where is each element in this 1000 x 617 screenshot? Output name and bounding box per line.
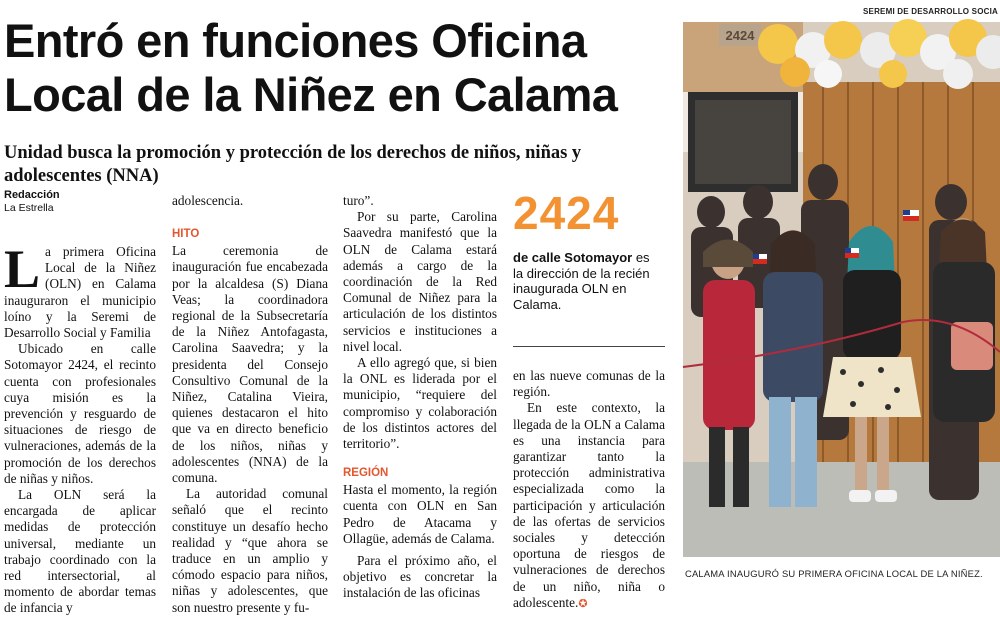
inauguration-photo-illustration [683, 22, 1000, 557]
paragraph: Ubicado en calle Sotomayor 2424, el recinto cuenta con profesionales cuya misión es la prevención y resguardo de situaciones de riesgo de vulneraciones, además de la promoción de los derechos de niñas y niños. [4, 341, 156, 486]
callout-text-bold: de calle Sotomayor [513, 250, 633, 265]
photo-caption: CALAMA INAUGURÓ SU PRIMERA OFICINA LOCAL DE LA NIÑEZ. [685, 568, 983, 579]
photo-credit: SEREMI DE DESARROLLO SOCIA [863, 7, 998, 16]
article-column-2 [172, 193, 328, 616]
paragraph-continuation: en las nueve comunas de la región. [513, 368, 665, 400]
drop-cap: L [4, 239, 41, 299]
headline-line-2: Local de la Niñez en Calama [4, 68, 618, 121]
headline [4, 14, 674, 122]
section-heading-hito: HITO [172, 228, 200, 241]
byline-source: La Estrella [4, 202, 54, 214]
paragraph-continuation: turo”. [343, 193, 374, 208]
section-heading-region: REGIÓN [343, 467, 389, 480]
article-column-3 [343, 193, 497, 602]
byline [4, 189, 60, 215]
news-photo [683, 22, 1000, 557]
callout-number: 2424 [513, 187, 620, 239]
paragraph: La autoridad comunal señaló que el recinto constituye un desafío hecho realidad y “que ahora se traduce en un amplio y cómodo espacio para niños, niñas y adolescentes, que son nuestro presente y fu- [172, 486, 328, 615]
paragraph-continuation: adolescencia. [172, 193, 244, 208]
lead-paragraph [4, 239, 156, 341]
paragraph [513, 400, 665, 612]
paragraph: Para el próximo año, el objetivo es concretar la instalación de las oficinas [343, 553, 497, 601]
byline-author: Redacción [4, 189, 60, 201]
lead-paragraph-text: a primera Oficina Local de la Niñez (OLN) en Calama inauguraron el municipio loíno y la Seremi de Desarrollo Social y Familia [4, 244, 156, 341]
paragraph: Por su parte, Carolina Saavedra manifestó que la OLN de Calama estará además a cargo de la coordinación de la Red Comunal de Niñez para la articulación de los distintos servicios e instituciones a nivel local. [343, 209, 497, 354]
paragraph: A ello agregó que, si bien la ONL es liderada por el municipio, “requiere del compromiso y colaboración de los distintos actores del territorio”. [343, 355, 497, 452]
callout-text-rest: es la dirección de la recién inaugurada OLN en Calama. [513, 250, 650, 312]
subheadline: Unidad busca la promoción y protección de los derechos de niños, niñas y adolescentes (NNA) [4, 143, 582, 186]
paragraph: La ceremonia de inauguración fue encabezada por la alcaldesa (S) Diana Veas; la coordinadora regional de la Subsecretaría de la Niñez Antofagasta, Carolina Saavedra; y la presidenta del Consejo Consultivo Comunal de la Niñez, Catalina Vieira, quienes destacaron el hito que va en directo beneficio de los niños, niñas y adolescentes (NNA) de la comuna. [172, 243, 328, 486]
article-column-4 [513, 368, 665, 612]
article-column-1 [4, 239, 156, 617]
end-mark-icon: ✪ [578, 597, 588, 610]
callout-divider [513, 346, 665, 347]
headline-line-1: Entró en funciones Oficina [4, 14, 587, 67]
house-number-text: 2424 [725, 28, 755, 43]
paragraph-text: En este contexto, la llegada de la OLN a Calama es una instancia para garantizar tanto la protección administrativa especializada como la participación y articulación de las ofertas de servicios sociales y detección oportuna de riesgos de vulneraciones de derechos de un niño, niña o adolescente. [513, 400, 665, 610]
paragraph: Hasta el momento, la región cuenta con OLN en San Pedro de Atacama y Ollagüe, además de Calama. [343, 482, 497, 546]
paragraph: La OLN será la encargada de aplicar medidas de protección universal, mediante un trabajo coordinado con la red intersectorial, al momento de abordar temas de infancia y [4, 487, 156, 616]
callout-text [513, 250, 663, 312]
